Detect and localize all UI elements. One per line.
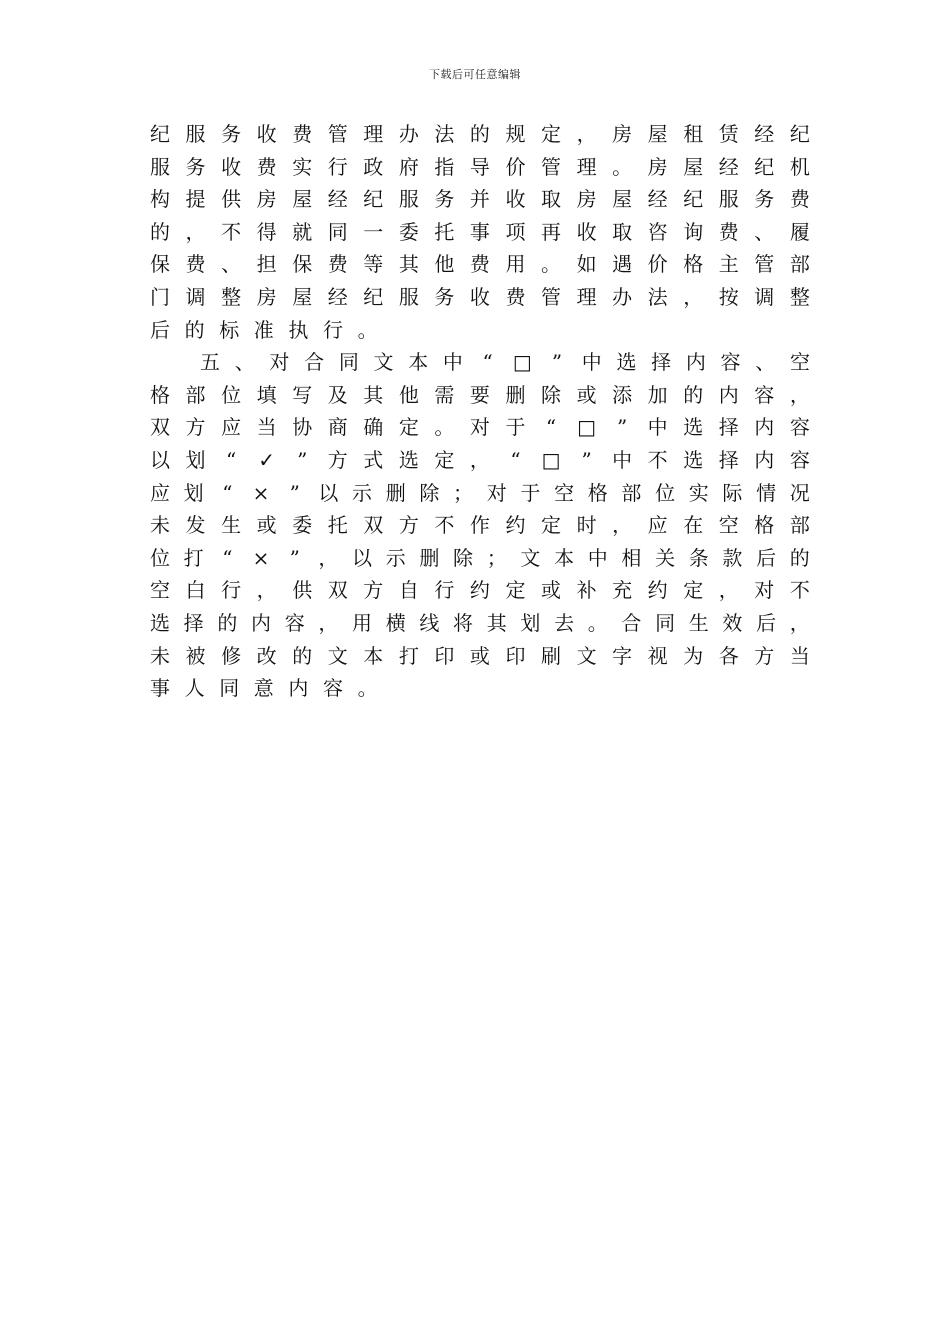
text-line: 五 、 对 合 同 文 本 中 “ □ ” 中 选 择 内 容 、 空 — [200, 350, 810, 375]
document-body — [150, 118, 810, 705]
text-line: 门 调 整 房 屋 经 纪 服 务 收 费 管 理 办 法 ， 按 调 整 — [150, 284, 810, 309]
text-line: 选 择 的 内 容 ， 用 横 线 将 其 划 去 。 合 同 生 效 后 ， — [150, 610, 810, 635]
text-line: 后 的 标 准 执 行 。 — [150, 317, 378, 342]
text-line: 纪 服 务 收 费 管 理 办 法 的 规 定 ， 房 屋 租 赁 经 纪 — [150, 122, 810, 146]
text-line: 未 发 生 或 委 托 双 方 不 作 约 定 时 ， 应 在 空 格 部 — [150, 513, 810, 538]
text-line: 应 划 “ × ” 以 示 删 除 ； 对 于 空 格 部 位 实 际 情 况 — [150, 480, 810, 505]
text-line: 的 ， 不 得 就 同 一 委 托 事 项 再 收 取 咨 询 费 、 履 — [150, 219, 810, 244]
text-line: 双 方 应 当 协 商 确 定 。 对 于 “ □ ” 中 选 择 内 容 — [150, 415, 810, 440]
text-line: 保 费 、 担 保 费 等 其 他 费 用 。 如 遇 价 格 主 管 部 — [150, 252, 810, 277]
text-line: 事 人 同 意 内 容 。 — [150, 676, 378, 701]
text-line: 以 划 “ ✓ ” 方 式 选 定 ， “ □ ” 中 不 选 择 内 容 — [150, 447, 810, 472]
text-line: 服 务 收 费 实 行 政 府 指 导 价 管 理 。 房 屋 经 纪 机 — [150, 154, 810, 179]
text-line: 未 被 修 改 的 文 本 打 印 或 印 刷 文 字 视 为 各 方 当 — [150, 643, 810, 668]
page-header: 下载后可任意编辑 — [429, 68, 521, 81]
text-line: 构 提 供 房 屋 经 纪 服 务 并 收 取 房 屋 经 纪 服 务 费 — [150, 187, 810, 212]
text-line: 格 部 位 填 写 及 其 他 需 要 删 除 或 添 加 的 内 容 ， — [150, 382, 810, 407]
text-line: 位 打 “ × ” ， 以 示 删 除 ； 文 本 中 相 关 条 款 后 的 — [150, 545, 810, 570]
text-line: 空 白 行 ， 供 双 方 自 行 约 定 或 补 充 约 定 ， 对 不 — [150, 578, 810, 603]
